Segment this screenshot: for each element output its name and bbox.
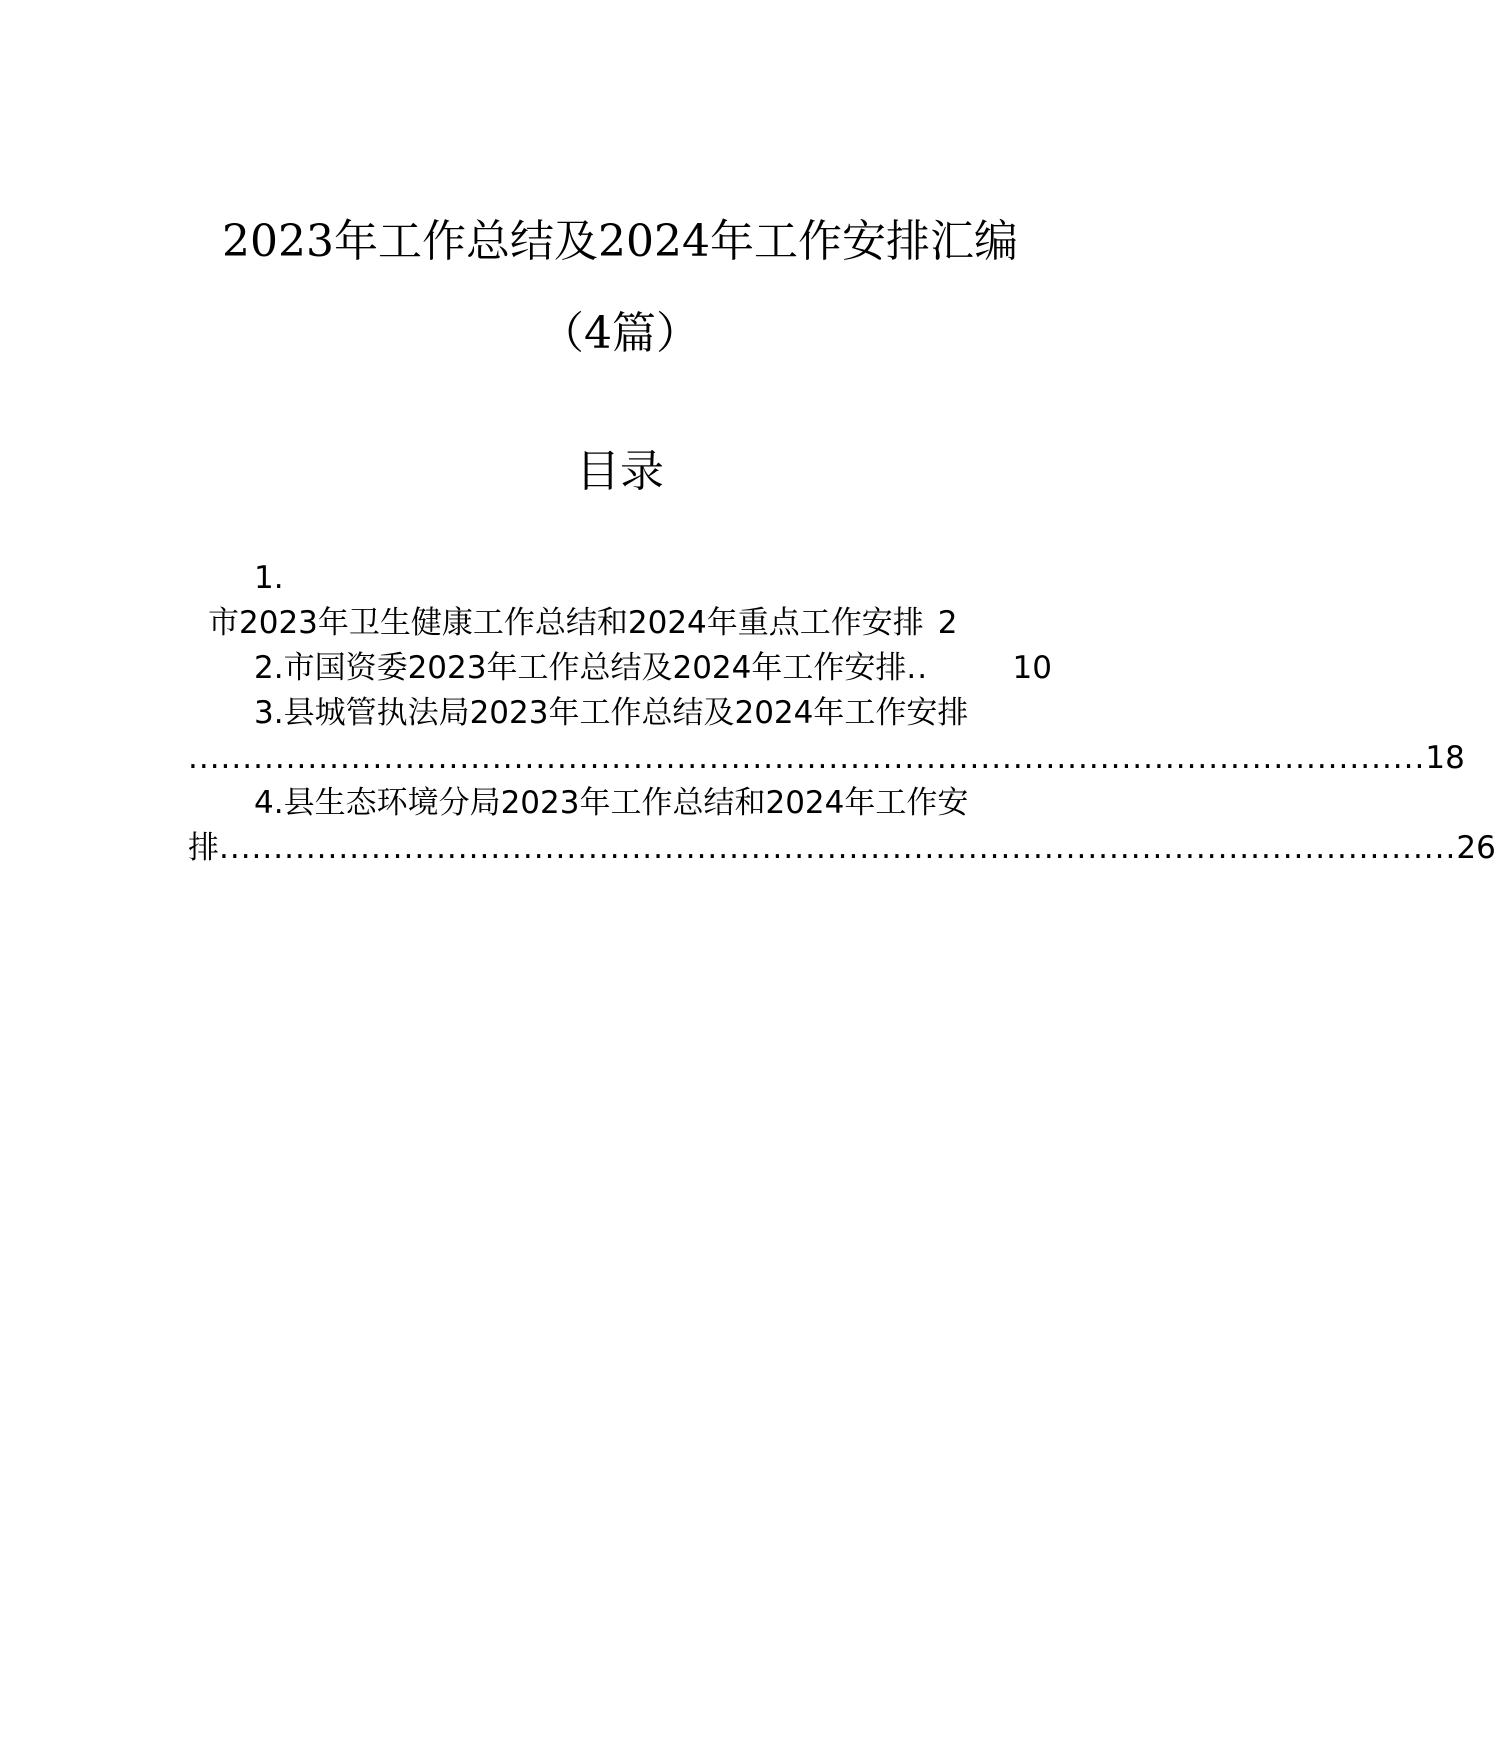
document-title: 2023年工作总结及2024年工作安排汇编	[222, 216, 1018, 267]
toc-entry-page[interactable]: 2	[937, 605, 958, 641]
toc-leader-dots: ..	[906, 650, 929, 686]
toc-entry-page[interactable]: 26	[1456, 830, 1496, 866]
toc-entry-3[interactable]	[188, 691, 1052, 736]
toc-leader-dots: ..................................................................................................................	[219, 830, 1457, 866]
toc-entry-title-continued[interactable]: 排	[188, 830, 219, 866]
toc-entry-2[interactable]	[188, 646, 1052, 691]
toc-entry-page[interactable]: 10	[1012, 650, 1052, 686]
toc-entry-4-leader-line[interactable]	[188, 826, 1496, 871]
toc-entry-title[interactable]: 市2023年卫生健康工作总结和2024年重点工作安排	[208, 605, 924, 641]
toc-entry-3-leader-line[interactable]	[188, 736, 1465, 781]
toc-entry-4[interactable]	[188, 781, 1052, 826]
toc-leader-dots: ..................................................................................................................	[188, 740, 1426, 776]
toc-entry-page[interactable]: 18	[1425, 740, 1465, 776]
toc-entry-title[interactable]: 4.县生态环境分局2023年工作总结和2024年工作安	[254, 785, 969, 821]
document-subtitle: （4篇）	[540, 308, 700, 359]
toc-entry-number: 1.	[254, 560, 284, 596]
toc-heading: 目录	[576, 446, 664, 497]
toc-entry-title[interactable]: 2.市国资委2023年工作总结及2024年工作安排	[254, 650, 907, 686]
toc-entry-1[interactable]	[188, 601, 1052, 646]
toc-entry-title[interactable]: 3.县城管执法局2023年工作总结及2024年工作安排	[254, 695, 969, 731]
table-of-contents	[188, 556, 1496, 871]
toc-entry-1-number-line	[188, 556, 1052, 601]
